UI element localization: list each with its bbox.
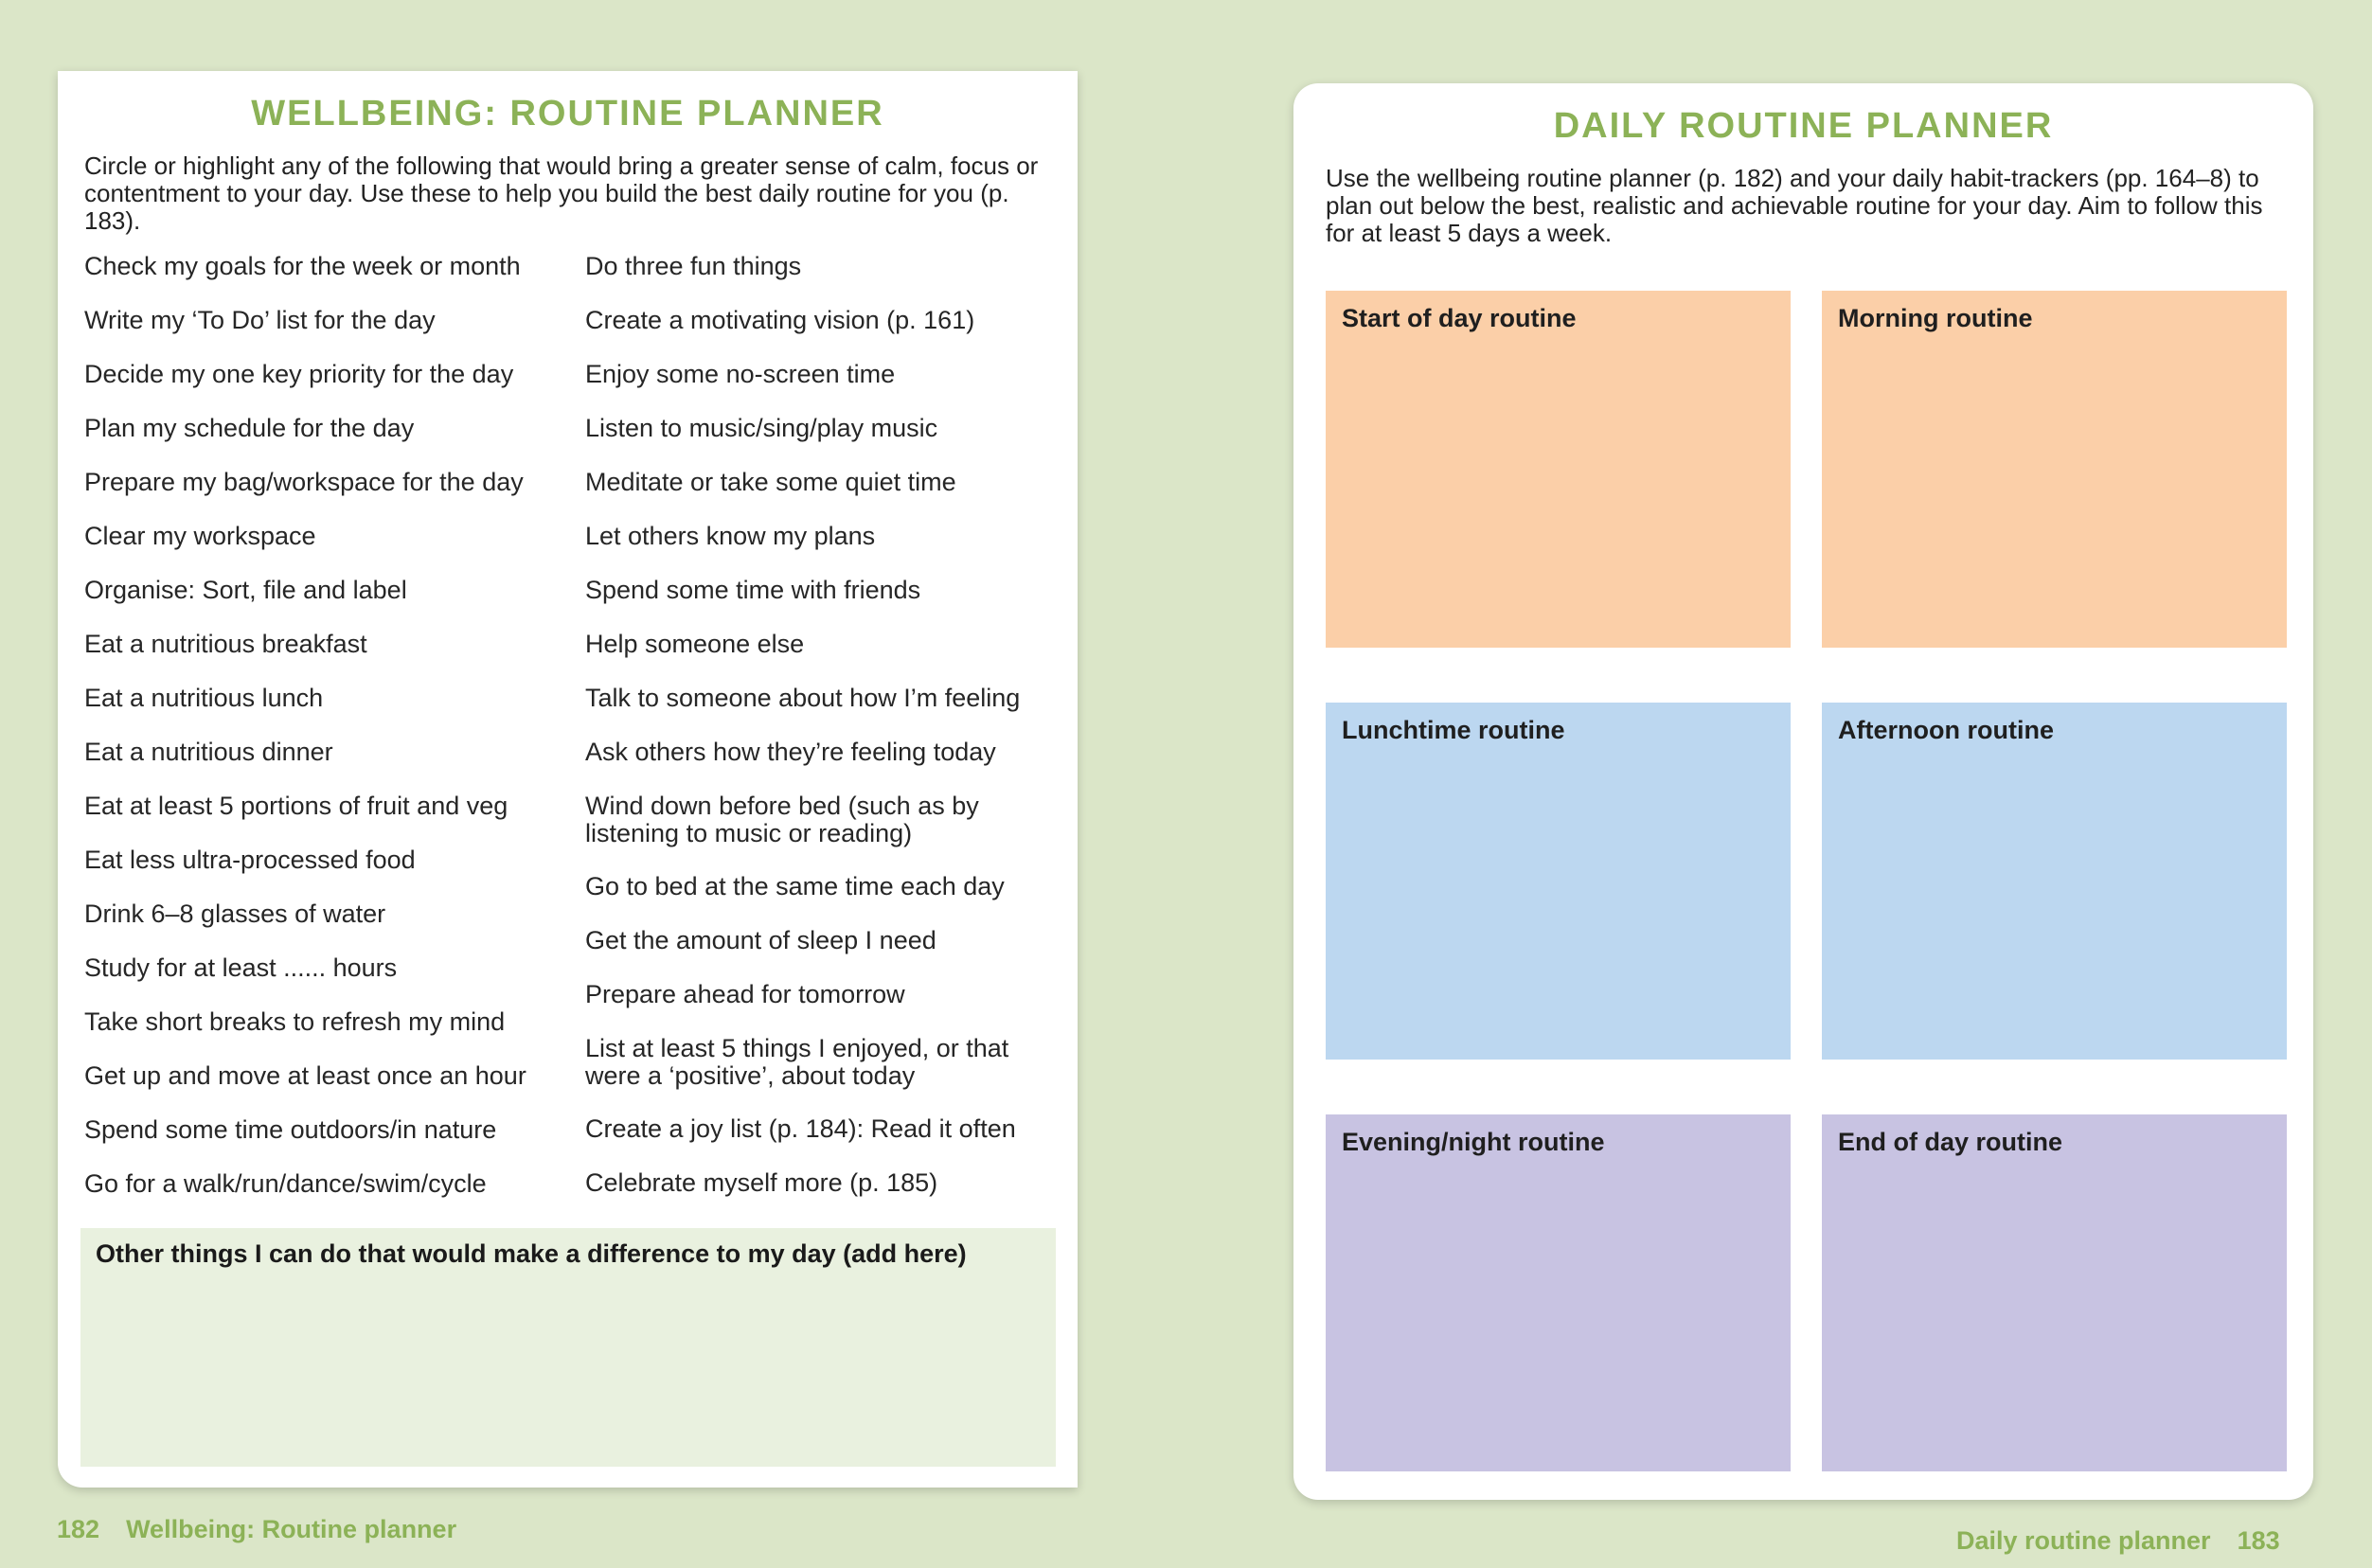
footer-right [1956, 1526, 2280, 1556]
activity-item[interactable]: Get up and move at least once an hour [84, 1061, 526, 1090]
add-your-own-box[interactable] [80, 1228, 1056, 1467]
left-page [58, 71, 1078, 1488]
evening-night-box[interactable] [1326, 1114, 1791, 1471]
routine-box-label: Evening/night routine [1342, 1128, 1605, 1156]
activity-item[interactable]: List at least 5 things I enjoyed, or that were a ‘positive’, about today [585, 1034, 1009, 1090]
add-your-own-label: Other things I can do that would make a difference to my day (add here) [96, 1239, 967, 1268]
page-intro: Use the wellbeing routine planner (p. 182) and your daily habit-trackers (pp. 164–8) to plan out below the best, realistic and achievable routine for your day. Aim to follow this for at least 5 days a week. [1326, 164, 2263, 247]
activity-item[interactable]: Celebrate myself more (p. 185) [585, 1168, 938, 1197]
activity-item[interactable]: Go to bed at the same time each day [585, 872, 1005, 900]
activity-item[interactable]: Meditate or take some quiet time [585, 468, 956, 496]
activity-item[interactable]: Write my ‘To Do’ list for the day [84, 306, 436, 334]
activity-item[interactable]: Clear my workspace [84, 522, 316, 550]
activity-item[interactable]: Spend some time with friends [585, 576, 921, 604]
activity-item[interactable]: Spend some time outdoors/in nature [84, 1115, 497, 1144]
activity-item[interactable]: Organise: Sort, file and label [84, 576, 407, 604]
morning-box[interactable] [1822, 291, 2287, 648]
activity-item[interactable]: Go for a walk/run/dance/swim/cycle [84, 1169, 487, 1198]
activity-item[interactable]: Do three fun things [585, 252, 802, 280]
page-title: DAILY ROUTINE PLANNER [1553, 106, 2054, 146]
page-number: 182 [57, 1515, 100, 1543]
activity-item[interactable]: Eat a nutritious dinner [84, 738, 333, 766]
activity-item[interactable]: Create a joy list (p. 184): Read it often [585, 1114, 1016, 1143]
activity-item[interactable]: Create a motivating vision (p. 161) [585, 306, 975, 334]
start-of-day-box[interactable] [1326, 291, 1791, 648]
footer-title: Wellbeing: Routine planner [126, 1515, 457, 1543]
routine-box-label: Morning routine [1838, 304, 2033, 332]
footer-left [57, 1515, 456, 1544]
activity-item[interactable]: Study for at least ...... hours [84, 953, 398, 982]
activity-item[interactable]: Get the amount of sleep I need [585, 926, 936, 954]
page-title: WELLBEING: ROUTINE PLANNER [251, 94, 884, 134]
routine-box-label: Afternoon routine [1838, 716, 2054, 744]
right-page [1293, 83, 2313, 1500]
activity-item[interactable]: Plan my schedule for the day [84, 414, 415, 442]
lunchtime-box[interactable] [1326, 703, 1791, 1060]
activity-item[interactable]: Decide my one key priority for the day [84, 360, 514, 388]
page-number: 183 [2237, 1526, 2280, 1555]
footer-title: Daily routine planner [1956, 1526, 2211, 1555]
activity-item[interactable]: Listen to music/sing/play music [585, 414, 938, 442]
activity-item[interactable]: Enjoy some no-screen time [585, 360, 896, 388]
activity-item[interactable]: Eat at least 5 portions of fruit and veg [84, 792, 508, 820]
activity-item[interactable]: Ask others how they’re feeling today [585, 738, 996, 766]
activity-item[interactable]: Let others know my plans [585, 522, 876, 550]
activity-item[interactable]: Prepare my bag/workspace for the day [84, 468, 524, 496]
end-of-day-box[interactable] [1822, 1114, 2287, 1471]
afternoon-box[interactable] [1822, 703, 2287, 1060]
activity-item[interactable]: Check my goals for the week or month [84, 252, 521, 280]
activity-item[interactable]: Help someone else [585, 630, 805, 658]
page-intro: Circle or highlight any of the following that would bring a greater sense of calm, focus or contentment to your day. Use these to help you build the best daily routine for you (p. 183). [84, 151, 1039, 235]
activity-item[interactable]: Eat a nutritious breakfast [84, 630, 367, 658]
activity-item[interactable]: Eat less ultra-processed food [84, 846, 416, 874]
activity-item[interactable]: Prepare ahead for tomorrow [585, 980, 905, 1008]
routine-box-label: Start of day routine [1342, 304, 1577, 332]
activity-item[interactable]: Take short breaks to refresh my mind [84, 1007, 506, 1036]
activity-item[interactable]: Eat a nutritious lunch [84, 684, 324, 712]
routine-box-label: Lunchtime routine [1342, 716, 1565, 744]
activity-item[interactable]: Talk to someone about how I’m feeling [585, 684, 1021, 712]
activity-item[interactable]: Wind down before bed (such as by listening to music or reading) [585, 792, 979, 847]
activity-item[interactable]: Drink 6–8 glasses of water [84, 900, 386, 928]
routine-box-label: End of day routine [1838, 1128, 2063, 1156]
